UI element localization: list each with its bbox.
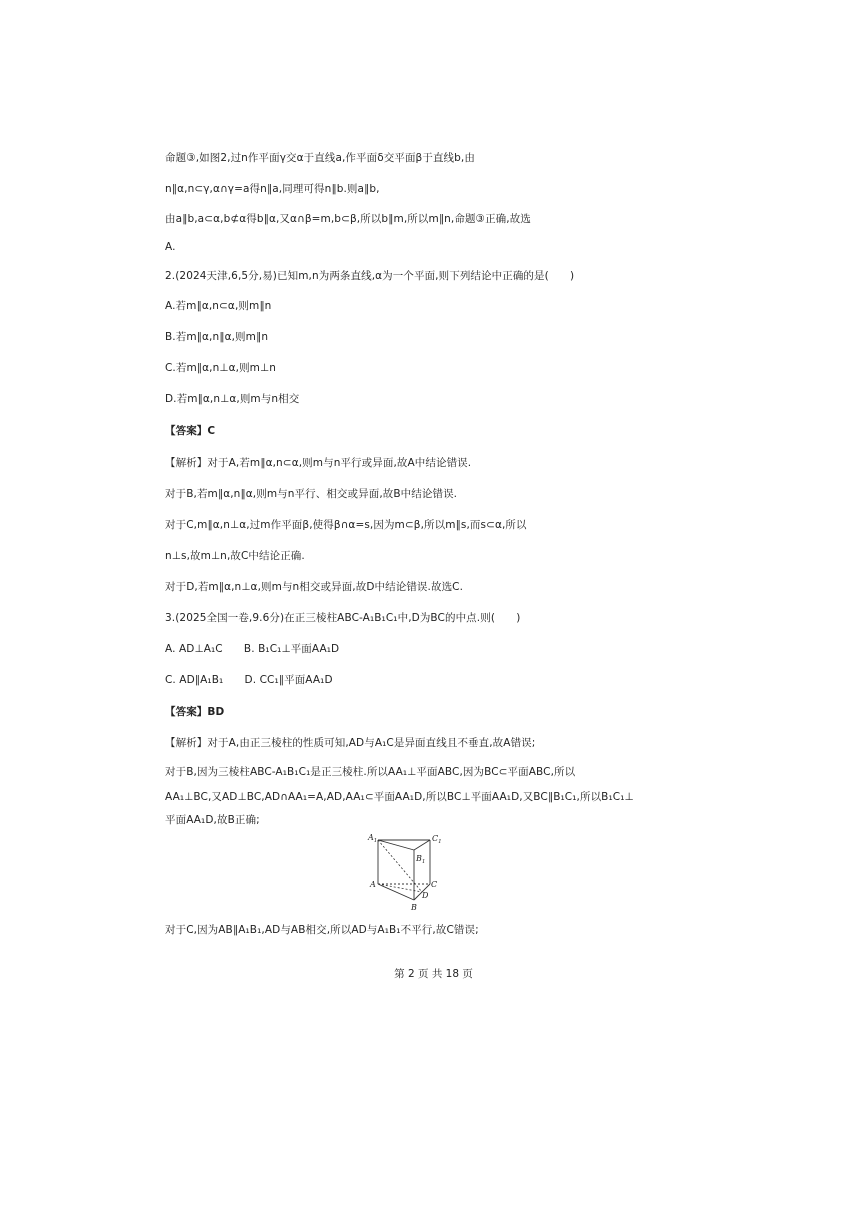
analysis-line: 【解析】对于A,若m∥α,n⊂α,则m与n平行或异面,故A中结论错误. bbox=[165, 457, 472, 469]
analysis-line: AA₁⊥BC,又AD⊥BC,AD∩AA₁=A,AD,AA₁⊂平面AA₁D,所以BC⊥平面AA₁D,又BC∥B₁C₁,所以B₁C₁⊥ bbox=[165, 791, 634, 803]
answer-label: 【答案】C bbox=[165, 425, 216, 437]
analysis-line: 对于C,因为AB∥A₁B₁,AD与AB相交,所以AD与A₁B₁不平行,故C错误; bbox=[165, 924, 479, 936]
text-line: n∥α,n⊂γ,α∩γ=a得n∥a,同理可得n∥b.则a∥b, bbox=[165, 183, 380, 195]
analysis-line: n⊥s,故m⊥n,故C中结论正确. bbox=[165, 550, 305, 562]
text-line: 命题③,如图2,过n作平面γ交α于直线a,作平面δ交平面β于直线b,由 bbox=[165, 152, 475, 164]
prism-figure bbox=[364, 828, 448, 912]
edge-ab bbox=[378, 884, 414, 900]
option-b: B.若m∥α,n∥α,则m∥n bbox=[165, 331, 269, 343]
label-b: B bbox=[411, 903, 417, 912]
answer-label: 【答案】BD bbox=[165, 706, 225, 718]
analysis-line: 对于B,若m∥α,n∥α,则m与n平行、相交或异面,故B中结论错误. bbox=[165, 488, 458, 500]
question-3-stem: 3.(2025全国一卷,9.6分)在正三棱柱ABC-A₁B₁C₁中,D为BC的中点.则( ) bbox=[165, 612, 521, 624]
segment-ad bbox=[378, 884, 422, 892]
label-c: C bbox=[431, 880, 438, 889]
label-d: D bbox=[422, 891, 429, 900]
text-line: 由a∥b,a⊂α,b⊄α得b∥α,又α∩β=m,b⊂β,所以b∥m,所以m∥n,命题③正确,故选 bbox=[165, 213, 531, 225]
analysis-line: 对于C,m∥α,n⊥α,过m作平面β,使得β∩α=s,因为m⊂β,所以m∥s,而s⊂α,所以 bbox=[165, 519, 527, 531]
edge-a1b1 bbox=[378, 840, 414, 850]
analysis-line: 对于D,若m∥α,n⊥α,则m与n相交或异面,故D中结论错误.故选C. bbox=[165, 581, 464, 593]
question-2-stem: 2.(2024天津,6,5分,易)已知m,n为两条直线,α为一个平面,则下列结论中正确的是( ) bbox=[165, 270, 575, 282]
text-line: A. bbox=[165, 241, 176, 253]
label-c1: $C_1$ bbox=[432, 834, 442, 845]
prism-diagram bbox=[364, 828, 448, 912]
option-a: A.若m∥α,n⊂α,则m∥n bbox=[165, 300, 272, 312]
option-c: C.若m∥α,n⊥α,则m⊥n bbox=[165, 362, 276, 374]
analysis-line: 对于B,因为三棱柱ABC-A₁B₁C₁是正三棱柱.所以AA₁⊥平面ABC,因为BC⊂平面ABC,所以 bbox=[165, 766, 576, 778]
analysis-line: 【解析】对于A,由正三棱柱的性质可知,AD与A₁C是异面直线且不垂直,故A错误; bbox=[165, 737, 536, 749]
analysis-line: 平面AA₁D,故B正确; bbox=[165, 814, 260, 826]
page-footer: 第 2 页 共 18 页 bbox=[394, 968, 473, 980]
label-b1: $B_1$ bbox=[416, 854, 426, 865]
options-ab: A. AD⊥A₁C B. B₁C₁⊥平面AA₁D bbox=[165, 643, 340, 655]
options-cd: C. AD∥A₁B₁ D. CC₁∥平面AA₁D bbox=[165, 674, 333, 686]
label-a: A bbox=[370, 880, 376, 889]
option-d: D.若m∥α,n⊥α,则m与n相交 bbox=[165, 393, 300, 405]
label-a1: $A_1$ bbox=[368, 833, 378, 844]
edge-c1b1 bbox=[414, 840, 430, 850]
